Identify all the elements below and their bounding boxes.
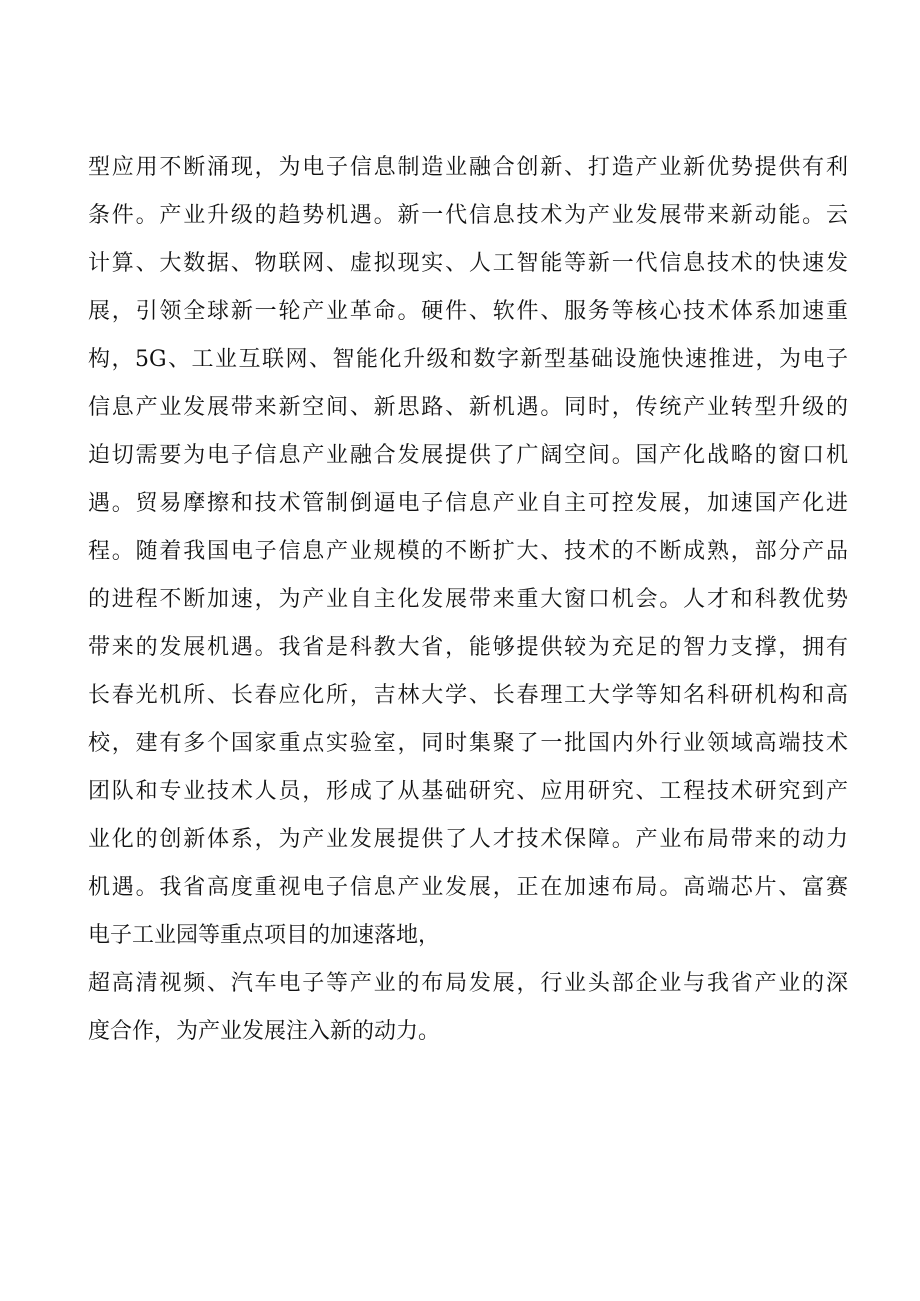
text-line: 超高清视频、汽车电子等产业的布局发展，行业头部企业与我省产业的深 [88,971,848,996]
text-line: 度合作，为产业发展注入新的动力。 [88,1019,441,1044]
text-line: 长春光机所、长春应化所，吉林大学、长春理工大学等知名科研机构和高 [88,683,848,708]
document-body [88,144,848,1056]
text-line: 业化的创新体系，为产业发展提供了人才技术保障。产业布局带来的动力 [88,827,848,852]
text-line: 条件。产业升级的趋势机遇。新一代信息技术为产业发展带来新动能。云 [88,203,848,228]
text-line: 的进程不断加速，为产业自主化发展带来重大窗口机会。人才和科教优势 [88,587,848,612]
text-line: 构，5G、工业互联网、智能化升级和数字新型基础设施快速推进，为电子 [88,347,848,372]
text-line: 团队和专业技术人员，形成了从基础研究、应用研究、工程技术研究到产 [88,779,848,804]
text-line: 机遇。我省高度重视电子信息产业发展，正在加速布局。高端芯片、富赛 [88,875,848,900]
text-line: 型应用不断涌现，为电子信息制造业融合创新、打造产业新优势提供有利 [88,155,848,180]
text-line: 校，建有多个国家重点实验室，同时集聚了一批国内外行业领域高端技术 [88,731,848,756]
text-line: 迫切需要为电子信息产业融合发展提供了广阔空间。国产化战略的窗口机 [88,443,848,468]
text-line: 电子工业园等重点项目的加速落地， [88,923,441,948]
text-line: 信息产业发展带来新空间、新思路、新机遇。同时，传统产业转型升级的 [88,395,848,420]
text-line: 带来的发展机遇。我省是科教大省，能够提供较为充足的智力支撑，拥有 [88,635,848,660]
text-line: 计算、大数据、物联网、虚拟现实、人工智能等新一代信息技术的快速发 [88,251,848,276]
text-line: 展，引领全球新一轮产业革命。硬件、软件、服务等核心技术体系加速重 [88,299,848,324]
text-line: 遇。贸易摩擦和技术管制倒逼电子信息产业自主可控发展，加速国产化进 [88,491,848,516]
text-line: 程。随着我国电子信息产业规模的不断扩大、技术的不断成熟，部分产品 [88,539,848,564]
